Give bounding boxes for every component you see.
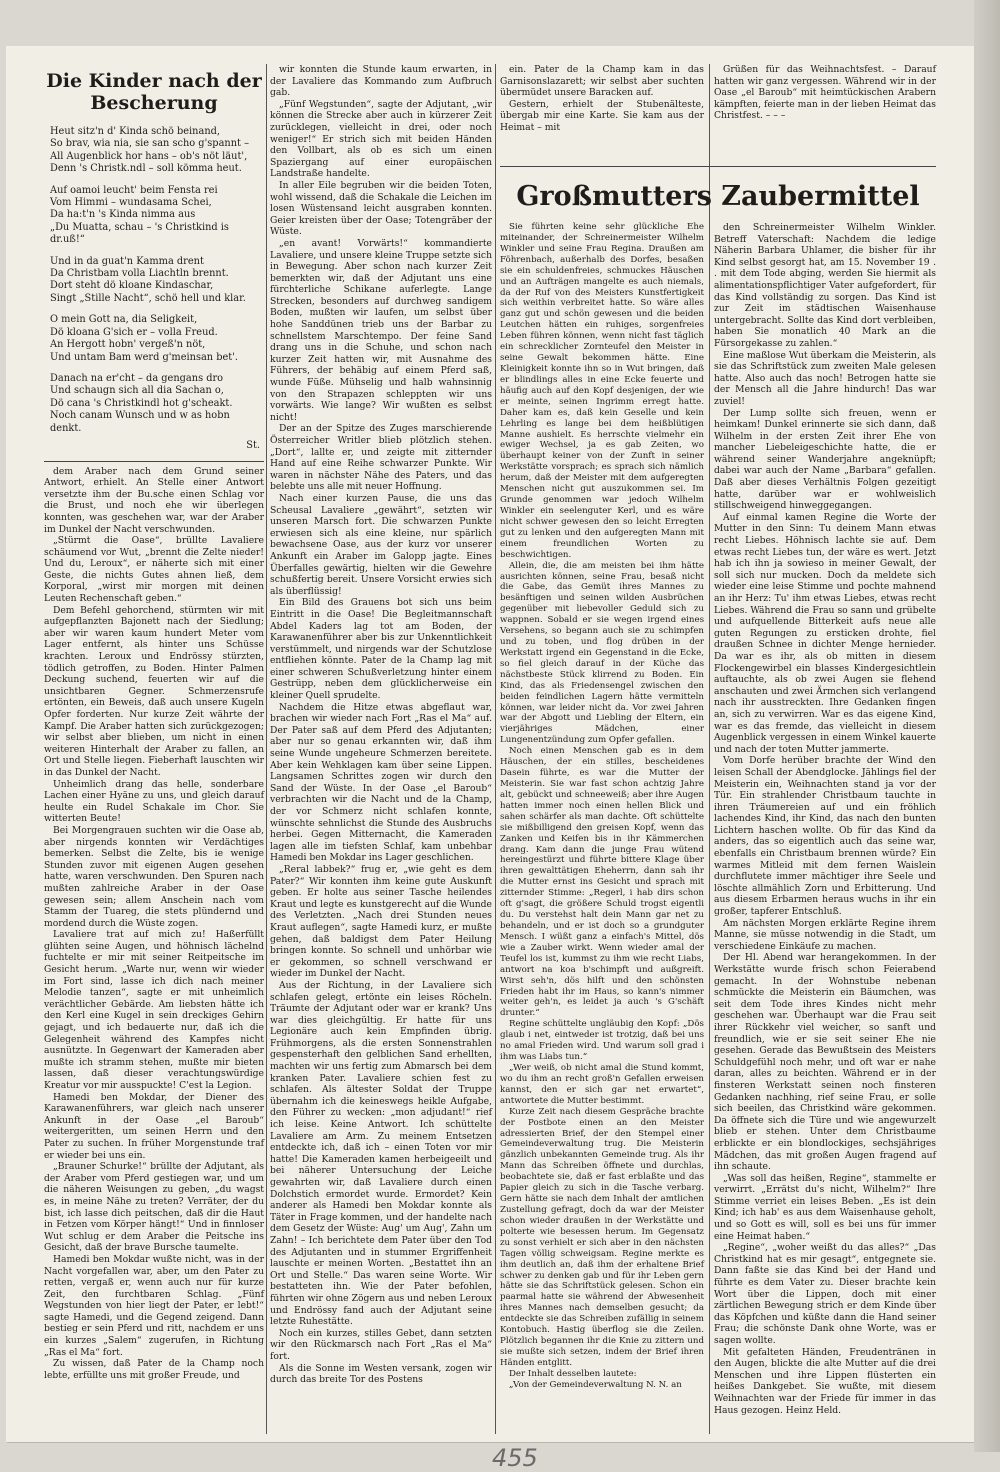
scan-edge (974, 0, 1000, 1452)
paragraph: Der Hl. Abend war herangekommen. In der Werkstätte wurde frisch schon Feierabend gemacht. In der Wohnstube nebenan schmückte die Meisterin ein Bäumchen, was seit dem Tode ihres Kindes nicht mehr geschehen war. Überhaupt war die Frau seit ihrer Rückkehr viel weicher, so sanft und freundlich, wie er sie seit seiner Ehe nie gesehen. Gerade das Bewußtsein des Meisters Schuldgefühl noch mehr, und oft war er nahe daran, alles zu beichten. Während er in der finsteren Werkstatt seinen noch finsteren Gedanken nachhing, rief seine Frau, er solle sich beeilen, das Christkind wäre gekommen. Da öffnete sich die Türe und wie angewurzelt blieb er stehen. Unter dem Christbaume erblickte er ein blondlockiges, sechsjähriges Mädchen, das mit großen Augen fragend auf ihn schaute. (714, 952, 936, 1173)
paragraph: „Von der Gemeindeverwaltung N. N. an (509, 1379, 682, 1390)
poem-line: Da Christbam volla Liachtln brennt. (50, 268, 229, 280)
paragraph: Unheimlich drang das helle, sonderbare Lachen einer Hyäne zu uns, und gleich darauf heulte ein Rudel Schakale im Chor. Sie witterten Beute! (44, 778, 264, 825)
poem-line: All Augenblick hor hans – ob's nöt läut', (50, 150, 248, 162)
poem-title: Die Kinder nach der Bescherung (46, 70, 262, 114)
column-4-top (714, 64, 936, 122)
paragraph: Allein, die, die am meisten bei ihm hätte ausrichten können, seine Frau, besaß nicht die Gabe, das Gemüt ihres Mannes zu besänftigen und seinen wilden Ausbrüchen gegenüber mit liebevoller Geduld sich zu wappnen. Sobald er sie wegen irgend eines Versehens, so begann auch sie zu schimpfen und zu toben, und flog drüben in der Werkstatt irgend ein Gegenstand in die Ecke, so fiel gleich darauf in der Küche das nächstbeste Stück klirrend zu Boden. Ein Kind, das als Friedensengel zwischen den beiden feindlichen Lagern hätte vermitteln können, war leider nicht da. Vor zwei Jahren war der Abgott und Liebling der Eltern, ein vierjähriges Mädchen, einer Lungenentzündung zum Opfer gefallen. (500, 560, 704, 746)
paragraph: Regine schüttelte ungläubig den Kopf: „Dös glaub i net, eintweder ist trotzig, daß bei uns no amal Frieden wird. Und warum soll grad i ihm was Liabs tun.“ (500, 1019, 704, 1063)
poem-line: Noch canam Wunsch und w as hobn denkt. (50, 410, 230, 434)
paragraph: Am nächsten Morgen erklärte Regine ihrem Manne, sie müsse notwendig in die Stadt, um verschiedene Einkäufe zu machen. (714, 917, 936, 952)
paragraph: Auf einmal kamen Regine die Worte der Mutter in den Sinn: Tu deinem Mann etwas recht Liebes. Höhnisch lachte sie auf. Dem etwas recht Liebes tun, der wäre es wert. Jetzt hab ich ihn ja sowieso in meiner Gewalt, der soll sich nur mucken. Doch da meldete sich wieder eine leise Stimme und pochte mahnend an ihr Herz: Tu' ihm etwas Liebes, etwas recht Liebes. Während die Frau so sann und grübelte und aufquellende Bitterkeit aufs neue alle guten Regungen zu ersticken drohte, fiel draußen Schnee in dichter Menge hernieder. Da war es ihr, als ob mitten in diesem Flockengewirbel ein blasses Kindergesichtlein auftauchte, als ob zwei Augen sie flehend anschauten und zwei Ärmchen sich verlangend nach ihr ausstreckten. Ihre Gedanken fingen an, sich zu verwirren. War es das eigene Kind, war es das fremde, das vielleicht in diesem Augenblick vergessen in einem Winkel kauerte und nach der toten Mutter jammerte. (714, 511, 936, 755)
paragraph: dem Araber nach dem Grund seiner Antwort, erhielt. An Stelle einer Antwort versetzte ihm der Bu.sche einen Schlag vor die Brust, und noch ehe wir überlegen konnten, was geschehen war, war der Araber im Dunkel der Nacht verschwunden. (44, 465, 264, 535)
column-1-text (44, 466, 264, 1382)
paragraph: Mit gefalteten Händen, Freudentränen in den Augen, blickte die alte Mutter auf die drei Menschen und ihre Lippen flüsterten ein heißes Dankgebet. Sie wußte, mit diesem Weihnachten war der Friede für immer in das Haus gezogen. Heinz Held. (714, 1346, 936, 1416)
paragraph: „Reral labbek?“ frug er, „wie geht es dem Pater?“ Wir konnten ihm keine gute Auskunft geben. Er holte aus seiner Tasche heilendes Kraut und legte es kunstgerecht auf die Wunde des Verletzten. „Nach drei Stunden neues Kraut auflegen“, sagte Hamedi kurz, er mußte gehen, daß baldigst dem Pater Heilung bringen konnte. So schnell und unhörbar wie er gekommen, so schnell verschwand er wieder im Dunkel der Nacht. (270, 863, 492, 980)
handwritten-page-number: 455 (492, 1444, 538, 1472)
poem-line: Auf oamoi leucht' beim Fensta rei (50, 184, 218, 196)
column-4-text (714, 222, 936, 1416)
poem-stanza (50, 185, 264, 247)
paragraph: Hamedi ben Mokdar wußte nicht, was in der Nacht vorgefallen war, aber, um den Pater zu retten, vergaß er, wenn auch nur für kurze Zeit, den furchtbaren Schlag. „Fünf Wegstunden von hier liegt der Pater, er lebt!“ sagte Hamedi, und die Gegend zeigend. Dann bestieg er sein Pferd und ritt, nachdem er uns ein kurzes „Salem“ zugerufen, in Richtung „Ras el Ma“ fort. (44, 1253, 264, 1358)
column-4-pre-text (714, 64, 936, 122)
poem-line: Dort steht dö kloane Kindaschar, (50, 280, 214, 292)
paragraph: den Schreinermeister Wilhelm Winkler. Betreff Vaterschaft: Nachdem die ledige Näherin Barbara Uhlamer, die bisher für ihr Kind selbst gesorgt hat, am 15. November 19 . . mit dem Tode abging, werden Sie hiermit als alimentationspflichtiger Vater aufgefordert, für das Kind vollständig zu sorgen. Das Kind ist zur Zeit im städtischen Waisenhause untergebracht. Sollte das Kind dort verbleiben, haben Sie monatlich 40 Mark an die Fürsorgekasse zu zahlen.“ (714, 222, 936, 349)
poem-line: Und in da guat'n Kamma drent (50, 255, 204, 267)
column-1 (44, 64, 264, 1381)
column-rule (495, 64, 496, 1434)
poem-stanza (50, 126, 264, 176)
paragraph: Eine maßlose Wut überkam die Meisterin, als sie das Schriftstück zum zweiten Male gelesen hatte. Also auch das noch! Betrogen hatte sie der Mensch all die Jahre hindurch! Das war zuviel! (714, 349, 936, 407)
poem-stanza (50, 256, 264, 306)
poem-line: Danach na er'cht – da gengans dro (50, 372, 224, 384)
paragraph: Als die Sonne im Westen versank, zogen wir durch das breite Tor des Postens (270, 1362, 492, 1386)
paragraph: „Fünf Wegstunden“, sagte der Adjutant, „wir können die Strecke aber auch in kürzerer Zeit zurücklegen, vielleicht in drei, oder noch weniger!“ Er strich sich mit beiden Händen den Vollbart, als ob es sich um einen Spaziergang auf einer europäischen Landstraße handelte. (270, 98, 492, 180)
column-3-pre-text (500, 64, 704, 134)
paragraph: Ein Bild des Grauens bot sich uns beim Eintritt in die Oase! Die Begleitmannschaft Abdel Kaders lag tot am Boden, der Karawanenführer aber bis zur Unkenntlichkeit verstümmelt, und nirgends war der Schutzlose entfliehen könnte. Pater de la Champ lag mit einer schweren Schußverletzung hinter einem Gestrüpp, neben dem glücklicherweise ein kleiner Quell sprudelte. (270, 597, 492, 702)
paragraph: „Was soll das heißen, Regine“, stammelte er verwirrt. „Errätst du's nicht, Wilhelm?“ Ihre Stimme verriet ein leises Beben. „Es ist dein Kind; ich hab' es aus dem Waisenhause geholt, und so Gott es will, soll es bei uns für immer eine Heimat haben.“ (714, 1172, 936, 1242)
paragraph: Grüßen für das Weihnachtsfest. – Darauf hatten wir ganz vergessen. Während wir in der Oase „el Baroub“ mit heimtückischen Arabern kämpften, feierte man in der lieben Heimat das Christfest. – – – (714, 64, 936, 122)
poem-line: Dö cana 's Christkindl hot g'scheakt. (50, 397, 233, 409)
paragraph: „Wer weiß, ob nicht amal die Stund kommt, wo du ihm an recht groß'n Gefallen erweisen kannst, den er sich gar net erwartet“, antwortete die Mutter bestimmt. (500, 1062, 704, 1106)
column-2-text (270, 64, 492, 1386)
section-divider (500, 166, 936, 167)
poem-stanza (50, 314, 264, 364)
poem-stanza (50, 373, 264, 435)
poem-line: Singt „Stille Nacht“, schö hell und klar. (50, 292, 246, 304)
paragraph: Zu wissen, daß Pater de la Champ noch lebte, erfüllte uns mit großer Freude, und (44, 1358, 264, 1381)
paragraph: ein. Pater de la Champ kam in das Garnisonslazarett; wir selbst aber suchten übermüdet unsere Baracken auf. (500, 64, 704, 99)
column-rule (709, 64, 710, 1434)
paragraph: „Stürmt die Oase“, brüllte Lavaliere schäumend vor Wut, „brennt die Zelte nieder! Und du, Leroux“, er näherte sich mit einer Geste, die nichts Gutes ahnen ließ, dem Korporal, „wirst mir morgen mit deinen Leuten Rechenschaft geben.“ (44, 535, 264, 605)
poem-stanzas (44, 126, 264, 435)
poem-line: Und schaugn sich all dia Sachan o, (50, 385, 224, 397)
poem-line: Heut sitz'n d' Kinda schö beinand, (50, 126, 221, 137)
poem-line: Dö kloana G'sich er – volla Freud. (50, 326, 218, 338)
column-2 (270, 64, 492, 1386)
paragraph: Noch einen Menschen gab es in dem Häuschen, der ein stilles, bescheidenes Dasein führte, es war die Mutter der Meisterin. Sie war fast schon achtzig Jahre alt, gebückt und schneeweiß; aber ihre Augen hatten immer noch einen hellen Blick und sahen schärfer als man dachte. Oft schüttelte sie mißbilligend den greisen Kopf, wenn das Zanken und Keifen bis in ihr Kämmerchen drang. Kam dann die junge Frau wütend hereingestürzt und führte bittere Klage über ihren gewalttätigen Eheherrn, dann sah ihr die Mutter ernst ins Gesicht und sprach mit zitternder Stimme: „Regerl, i hab dirs schon oft g'sagt, die größere Schuld trogst eigentli du. Du verstehst halt dein Mann gar net zu behandeln, und er ist doch so a grundguter Mensch. I wüßt ganz a einfach's Mittel, dös wie a Zauber wirkt. Wenn wieder amal der Teufel los ist, kummst zu ihm wie recht Liabs, antwort na koa b'schimpft und außgreift. Wirst seh'n, dös hilft und den schönsten Frieden habt ihr im Haus, so kann's nimmer weiter geh'n, es leidet ja auch 's G'schäft drunter.“ (500, 746, 704, 1019)
poem-line: Denn 's Christk.ndl – soll kömma heut. (50, 163, 242, 175)
paragraph: „Brauner Schurke!“ brüllte der Adjutant, als der Araber vom Pferd gestiegen war, und um die näheren Weisungen zu geben, „du wagst es, in meine Nähe zu treten? Verräter, der du bist, ich lasse dich peitschen, daß dir die Haut in Fetzen vom Körper hängt!“ Und in finnloser Wut schlug er dem Araber die Peitsche ins Gesicht, daß der brave Bursche taumelte. (44, 1161, 264, 1254)
poem-line: An Hergott hobn' vergeß'n nöt, (50, 339, 206, 351)
paragraph: Aus der Richtung, in der Lavaliere sich schlafen gelegt, ertönte ein leises Röcheln. Träumte der Adjutant oder war er krank? Uns war dies gleichgültig. Er hatte für uns Legionäre auch kein Empfinden übrig. Frühmorgens, als die ersten Sonnenstrahlen gespensterhaft den gelblichen Sand erhellten, machten wir uns fertig zum Abmarsch bei dem kranken Pater. Lavaliere schien fest zu schlafen. Als ältester Soldat der Truppe übernahm ich die keineswegs heikle Aufgabe, den Führer zu wecken: „mon adjudant!“ rief ich leise. Keine Antwort. Ich schüttelte Lavaliere am Arm. Zu meinem Entsetzen entdeckte ich, daß ich – einen Toten vor mir hatte! Die Kameraden kamen herbeigeeilt und bei näherer Untersuchung der Leiche gewahrten wir, daß Lavaliere durch einen Dolchstich ermordet wurde. Ermordet? Kein anderer als Hamedi ben Mokdar konnte als Täter in Frage kommen, und der handelte nach dem Gesetz der Wüste: Aug' um Aug', Zahn um Zahn! – Ich berichtete dem Pater über den Tod des Adjutanten und in stummer Ergriffenheit lauschte er meinen Worten. „Bestattet ihn an Ort und Stelle.“ Das waren seine Worte. Wir bestatteten ihn. Wie der Pater befohlen, führten wir ohne Zögern aus und neben Leroux und Endrössy fand auch der Adjutant seine letzte Ruhestätte. (270, 979, 492, 1328)
paragraph: Hamedi ben Mokdar, der Diener des Karawanenführers, war gleich nach unserer Ankunft in der Oase „el Baroub“ weitergeritten, um seinen Herrn und den Pater zu suchen. In früher Morgenstunde traf er wieder bei uns ein. (44, 1091, 264, 1161)
column-3-text (500, 222, 704, 1391)
paragraph: wir konnten die Stunde kaum erwarten, in der Lavaliere das Kommando zum Aufbruch gab. (270, 64, 492, 99)
newspaper-page (6, 46, 974, 1472)
poem-line: O mein Gott na, dia Seligkeit, (50, 314, 198, 326)
paragraph: Vom Dorfe herüber brachte der Wind den leisen Schall der Abendglocke. Jählings fiel der Meisterin ein, Weihnachten stand ja vor der Tür. Ein strahlender Christbaum tauchte in ihren Träumereien auf und ein fröhlich lachendes Kind, ihr Kind, das nach den bunten Lichtern haschen wollte. Ob für das Kind da anders, das so eigentlich auch das seine war, ebenfalls ein Christbaum brennen würde? Ein warmes Mitleid mit dem fernen Waislein durchflutete immer mächtiger ihre Seele und löschte allmählich Zorn und Erbitterung. Und aus diesem Erbarmen heraus wuchs in ihr ein großer, tapferer Entschluß. (714, 755, 936, 918)
paragraph: Der an der Spitze des Zuges marschierende Österreicher Writler blieb plötzlich stehen. „Dort“, lallte er, und zeigte mit zitternder Hand auf eine Reihe schwarzer Punkte. Wir waren in nächster Nähe des Paters, und das belebte uns alle mit neuer Hoffnung. (270, 423, 492, 493)
column-rule (266, 64, 267, 1434)
paragraph: Bei Morgengrauen suchten wir die Oase ab, aber nirgends konnten wir Verdächtiges bemerken. Selbst die Zelte, bis ie wenige Stunden zuvor mit eigenen Augen gesehen hatte, waren verschwunden. Den Spuren nach mußten zahlreiche Araber in der Oase gewesen sein; allem Anschein nach vom Stamm der Tuareg, die stets plündernd und mordend durch die Wüste zogen. (44, 824, 264, 929)
paragraph: In aller Eile begruben wir die beiden Toten, wohl wissend, daß die Schakale die Leichen im losen Wüstensand leicht ausgraben konnten. Geier kreisten über der Oase; Totengräber der Wüste. (270, 179, 492, 238)
column-4-story (714, 222, 936, 1416)
paragraph: Nachdem die Hitze etwas abgeflaut war, brachen wir wieder nach Fort „Ras el Ma“ auf. Der Pater saß auf dem Pferd des Adjutanten; aber nur so genau erkannten wir, daß ihm seine Wunde ungeheure Schmerzen bereitete. Aber kein Wehklagen kam über seine Lippen. Langsamen Schrittes zogen wir durch den Sand der Wüste. In der Oase „el Baroub“ verbrachten wir die Nacht und de la Champ, der vor Schmerz nicht schlafen konnte, wünschte sehnlichst die Stunde des Ausbruchs herbei. Gegen Mitternacht, die Kameraden lagen alle im tiefsten Schlaf, kam unbehbar Hamedi ben Mokdar ins Lager geschlichen. (270, 701, 492, 864)
paragraph: Sie führten keine sehr glückliche Ehe miteinander, der Schreinermeister Wilhelm Winkler und seine Frau Regina. Draußen am Föhrenbach, außerhalb des Dorfes, besaßen sie ein schuldenfreies, schmuckes Häuschen und an Aufträgen mangelte es auch niemals, da der Ruf von des Meisters Kunstfertigkeit sich weithin verbreitet hatte. So wäre alles ganz gut und schön gewesen und die beiden Leutchen hätten ein ruhiges, sorgenfreies Leben führen können, wenn nicht fast täglich ein schrecklicher Zornteufel den Meister in seine Gewalt bekommen hätte. Eine Kleinigkeit konnte ihn so in Wut bringen, daß er blindlings alles in eine Ecke feuerte und häufig auch auf den Kopf desjenigen, der wie er meinte, seinen Ingrimm erregt hatte. Daher kam es, daß kein Geselle und kein Lehrling es lange bei dem heißblütigen Manne aushielt. Es herrschte vielmehr ein ewiger Wechsel, ja es gab Zeiten, wo überhaupt keiner von der Zunft in seiner Werkstätte vorsprach; es sprach sich nämlich herum, daß der Meister mit dem aufgeregten Menschen nicht gut auszukommen sei. Im Grunde genommen war jedoch Wilhelm Winkler ein seelenguter Kerl, und es wäre nicht schwer gewesen den so leicht Erregten gut zu lenken und den aufgeregten Mann mit einem freundlichen Worten zu beschwichtigen. (500, 222, 704, 560)
poem-line: „Du Muatta, schau – 's Christkind is dr.uß!“ (50, 221, 229, 246)
paragraph: Gestern, erhielt der Stubenälteste, übergab mir eine Karte. Sie kam aus der Heimat – mit (500, 98, 704, 133)
paragraph: Der Lump sollte sich freuen, wenn er heimkam! Dunkel erinnerte sie sich dann, daß Wilhelm in der ersten Zeit ihrer Ehe von mancher Liebeleigeschichte hatte, die er während seiner Wanderjahre angeknüpft; dabei war auch der Name „Barbara“ gefallen. Daß aber dieses Verhältnis Folgen gezeitigt hatte, darüber war er wohlweislich stillschweigend hinweggegangen. (714, 407, 936, 512)
paragraph: Nach einer kurzen Pause, die uns das Scheusal Lavaliere „gewährt“, setzten wir unseren Marsch fort. Die schwarzen Punkte erwiesen sich als eine kleine, nur spärlich bewachsene Oase, aus der kurz vor unserer Ankunft ein Araber im Galopp jagte. Eines Überfalles gewärtig, hielten wir die Gewehre schußfertig bereit. Unsere Vorsicht erwies sich als überflüssig! (270, 492, 492, 597)
poem-signature: St. (246, 439, 260, 451)
poem-line: Und untam Bam werd g'meinsan bet'. (50, 351, 239, 363)
column-3-story (500, 222, 704, 1391)
paragraph: Kurze Zeit nach diesem Gespräche brachte der Postbote einen an den Meister adressierten Brief, der den Stempel einer Gemeindeverwaltung trug. Die Meisterin gänzlich unbekannten Gemeinde trug. Als ihr Mann das Schreiben öffnete und durchlas, beobachtete sie, daß er fast erblaßte und das Papier gleich zu sich in die Tasche verbarg. Gern hätte sie nach dem Inhalt der amtlichen Zustellung gefragt, doch da war der Meister schon wieder draußen in der Werkstätte und polterte wie besessen herum. Im Gegensatz zu sonst verhielt er sich aber in den nächsten Tagen völlig schweigsam. Regine merkte es ihm deutlich an, daß ihm der erhaltene Brief schwer zu denken gab und für ihr Leben gern hätte sie das Schriftstück gelesen. Schon ein paarmal hatte sie während der Abwesenheit ihres Mannes nach demselben gesucht; da entdeckte sie das Schreiben zufällig in seinem Kontobuch. Hastig überflog sie die Zeilen. Plötzlich begannen ihr die Knie zu zittern und sie mußte sich setzen, indem der Brief ihren Händen entglitt. (500, 1106, 704, 1368)
section-divider (44, 461, 264, 462)
story-title: Großmutters Zaubermittel (516, 181, 920, 212)
paragraph: „en avant! Vorwärts!“ kommandierte Lavaliere, und unsere kleine Truppe setzte sich in Bewegung. Aber schon nach kurzer Zeit bemerkten wir, daß der Adjutant uns eine fürchterliche Schikane auferlegte. Lange Strecken, besonders auf durchweg sandigem Boden, mußten wir laufen, um selbst über hohe Sanddünen trieb uns der Barbar zu schnellstem Marschtempo. Der feine Sand drang uns in die Schuhe, und schon nach kurzer Zeit hatten wir, mit Ausnahme des Führers, der behäbig auf einem Pferd saß, wunde Füße. Mühselig und halb wahnsinnig von den Strapazen schleppten wir uns vorwärts. Wie lange? Wir wußten es selbst nicht! (270, 237, 492, 423)
column-3-top (500, 64, 704, 134)
paragraph: Noch ein kurzes, stilles Gebet, dann setzten wir den Rückmarsch nach Fort „Ras el Ma“ fort. (270, 1327, 492, 1362)
poem-line: Vom Himmi – wundasama Schei, (50, 197, 212, 209)
poem-line: Da ha:t'n 's Kinda nimma aus (50, 209, 196, 221)
poem-line: So brav, wia nia, sie san scho g'spannt – (50, 138, 249, 150)
paragraph: Der Inhalt desselben lautete: (509, 1368, 637, 1379)
paragraph: Dem Befehl gehorchend, stürmten wir mit aufgepflanzten Bajonett nach der Siedlung; aber wir waren kaum hundert Meter vom Lager entfernt, als hinter uns Schüsse krachten. Leroux und Endrössy stürzten, tödlich getroffen, zu Boden. Hinter Palmen Deckung suchend, feuerten wir auf die unsichtbaren Gegner. Schmerzensrufe ertönten, ein Beweis, daß auch unsere Kugeln Opfer forderten. Nur kurze Zeit währte der Kampf. Die Araber hatten sich zurückgezogen; wir selbst aber blieben, um nicht in einen weiteren Hinterhalt der Araber zu fallen, an Ort und Stelle liegen. Fieberhaft lauschten wir in das Dunkel der Nacht. (44, 604, 264, 778)
paragraph: Lavaliere trat auf mich zu! Haßerfüllt glühten seine Augen, und höhnisch lächelnd fuchtelte er mir mit seiner Reitpeitsche im Gesicht herum. „Warte nur, wenn wir wieder im Fort sind, lasse ich dich nach meiner Melodie tanzen“, sagte er mit unheimlich verächtlicher Gebärde. Am liebsten hätte ich den Kerl eine Kugel in sein dreckiges Gehirn gejagt, und ich bedauerte nur, daß ich die Gelegenheit während des Kampfes nicht ausnützte. In Gegenwart der Kameraden aber mußte ich stramm stehen, mußte mir bieten lassen, daß dieser verachtungswürdige Kreatur vor mir ausspuckte! C'est la Legion. (44, 929, 264, 1091)
paragraph: „Regine“, „woher weißt du das alles?“ „Das Christkind hat es mir gesagt“, entgegnete sie. Dann faßte sie das Kind bei der Hand und führte es dem Vater zu. Dieser brachte kein Wort über die Lippen, doch mit einer zärtlichen Bewegung strich er dem Kinde über das Köpfchen und küßte dann die Hand seiner Frau; die schönste Dank ohne Worte, was er sagen wollte. (714, 1242, 936, 1346)
